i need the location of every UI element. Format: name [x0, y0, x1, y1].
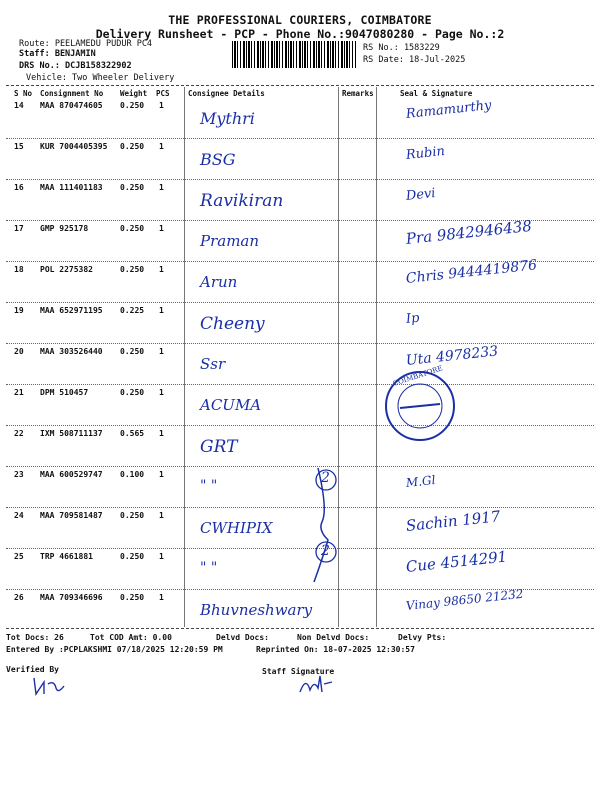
col-weight: Weight [120, 89, 148, 98]
row-weight: 0.250 [120, 511, 145, 520]
row-divider [6, 425, 594, 426]
row-pcs: 1 [159, 470, 164, 479]
staff-signature [296, 672, 336, 698]
row-consignment-number: KUR 7004405395 [40, 142, 108, 151]
row-pcs: 1 [159, 183, 164, 192]
row-consignee-handwriting: CWHIPIX [200, 519, 273, 537]
row-weight: 0.225 [120, 306, 145, 315]
vehicle-label: Vehicle: Two Wheeler Delivery [26, 73, 175, 83]
row-weight: 0.250 [120, 593, 145, 602]
total-cod-amount: Tot COD Amt: 0.00 [90, 633, 172, 642]
row-serial-number: 21 [14, 388, 24, 397]
row-serial-number: 25 [14, 552, 24, 561]
row-consignee-handwriting: ACUMA [200, 396, 262, 414]
runsheet-subtitle: Delivery Runsheet - PCP - Phone No.:9047080280 - Page No.:2 [95, 27, 505, 41]
row-consignment-number: MAA 652971195 [40, 306, 103, 315]
row-weight: 0.250 [120, 552, 145, 561]
row-weight: 0.100 [120, 470, 145, 479]
col-seal-signature: Seal & Signature [400, 89, 473, 98]
row-consignee-handwriting: GRT [200, 437, 238, 457]
row-serial-number: 14 [14, 101, 24, 110]
row-divider [6, 384, 594, 385]
row-serial-number: 18 [14, 265, 24, 274]
row-consignee-handwriting: Mythri [200, 109, 255, 128]
row-pcs: 1 [159, 142, 164, 151]
total-docs: Tot Docs: 26 [6, 633, 64, 642]
row-serial-number: 24 [14, 511, 24, 520]
row-weight: 0.250 [120, 347, 145, 356]
footer-divider [6, 628, 594, 629]
row-serial-number: 17 [14, 224, 24, 233]
staff-label: Staff: BENJAMIN [19, 49, 96, 59]
row-divider [6, 138, 594, 139]
row-serial-number: 16 [14, 183, 24, 192]
row-consignment-number: MAA 303526440 [40, 347, 103, 356]
row-consignment-number: IXM 508711137 [40, 429, 103, 438]
row-seal-signature: M.Gl [405, 472, 437, 490]
route-label: Route: PEELAMEDU PUDUR PC4 [19, 39, 153, 49]
row-consignment-number: MAA 870474605 [40, 101, 103, 110]
verified-by-label: Verified By [6, 665, 59, 674]
row-seal-signature: Pra 9842946438 [405, 216, 533, 248]
header-divider [6, 85, 594, 86]
col-sno: S No [14, 89, 33, 98]
row-pcs: 1 [159, 388, 164, 397]
row-consignment-number: DPM 510457 [40, 388, 89, 397]
row-seal-signature: Cue 4514291 [405, 547, 508, 576]
reprinted-on: Reprinted On: 18-07-2025 12:30:57 [256, 645, 415, 654]
row-divider [6, 179, 594, 180]
drs-number: DRS No.: DCJB158322902 [19, 61, 132, 71]
row-seal-signature: Rubin [405, 143, 446, 163]
row-weight: 0.250 [120, 183, 145, 192]
brace-annotation [300, 460, 360, 590]
row-consignee-handwriting: Cheeny [200, 314, 265, 334]
stamp-text: COIMBATORE [392, 364, 444, 388]
row-pcs: 1 [159, 101, 164, 110]
row-consignment-number: MAA 600529747 [40, 470, 103, 479]
row-pcs: 1 [159, 347, 164, 356]
row-seal-signature: Chris 9444419876 [405, 257, 538, 287]
row-pcs: 1 [159, 511, 164, 520]
row-consignee-handwriting: Bhuvneshwary [200, 601, 313, 619]
col-consignment: Consignment No [40, 89, 104, 98]
row-weight: 0.565 [120, 429, 145, 438]
row-consignment-number: TRP 4661881 [40, 552, 93, 561]
row-weight: 0.250 [120, 142, 145, 151]
row-seal-signature: Devi [405, 185, 437, 204]
row-consignee-handwriting: " " [200, 560, 218, 576]
row-pcs: 1 [159, 306, 164, 315]
row-pcs: 1 [159, 593, 164, 602]
column-divider [376, 87, 377, 627]
courier-company-title: THE PROFESSIONAL COURIERS, COIMBATORE [168, 13, 432, 27]
brace-mark-2: 2 [321, 543, 330, 559]
row-serial-number: 15 [14, 142, 24, 151]
row-divider [6, 302, 594, 303]
row-divider [6, 343, 594, 344]
row-seal-signature: Vinay 98650 21232 [405, 586, 525, 613]
circular-stamp [370, 368, 470, 448]
row-serial-number: 23 [14, 470, 24, 479]
row-consignee-handwriting: Arun [200, 273, 238, 291]
delivery-points: Delvy Pts: [398, 633, 447, 642]
row-weight: 0.250 [120, 101, 145, 110]
row-weight: 0.250 [120, 388, 145, 397]
row-serial-number: 19 [14, 306, 24, 315]
barcode [232, 41, 356, 68]
entered-by: Entered By :PCPLAKSHMI 07/18/2025 12:20:59 PM [6, 645, 223, 654]
row-serial-number: 22 [14, 429, 24, 438]
row-consignee-handwriting: Ravikiran [200, 191, 284, 211]
row-seal-signature: Sachin 1917 [405, 507, 502, 535]
row-pcs: 1 [159, 429, 164, 438]
col-pcs: PCS [156, 89, 170, 98]
row-consignment-number: GMP 925178 [40, 224, 89, 233]
row-consignee-handwriting: BSG [200, 150, 236, 169]
row-serial-number: 20 [14, 347, 24, 356]
row-consignee-handwriting: " " [200, 478, 218, 494]
row-pcs: 1 [159, 265, 164, 274]
row-weight: 0.250 [120, 224, 145, 233]
row-consignment-number: MAA 709346696 [40, 593, 103, 602]
row-consignee-handwriting: Praman [200, 232, 260, 250]
row-consignment-number: MAA 709581487 [40, 511, 103, 520]
rs-date: RS Date: 18-Jul-2025 [363, 55, 466, 65]
verifier-signature [30, 674, 70, 698]
non-delivered-docs: Non Delvd Docs: [297, 633, 370, 642]
col-consignee: Consignee Details [188, 89, 265, 98]
delivered-docs: Delvd Docs: [216, 633, 269, 642]
row-consignment-number: POL 2275382 [40, 265, 93, 274]
row-pcs: 1 [159, 552, 164, 561]
row-consignment-number: MAA 111401183 [40, 183, 103, 192]
column-divider [184, 87, 185, 627]
row-seal-signature: Uta 4978233 [405, 343, 499, 369]
rs-number: RS No.: 1583229 [363, 43, 440, 53]
row-consignee-handwriting: Ssr [200, 355, 226, 373]
brace-mark-1: 2 [321, 470, 330, 486]
row-pcs: 1 [159, 224, 164, 233]
staff-signature-label: Staff Signature [262, 667, 335, 676]
row-seal-signature: Ramamurthy [405, 98, 493, 122]
col-remarks: Remarks [342, 89, 374, 98]
row-seal-signature: Ip [405, 310, 421, 327]
row-serial-number: 26 [14, 593, 24, 602]
row-weight: 0.250 [120, 265, 145, 274]
